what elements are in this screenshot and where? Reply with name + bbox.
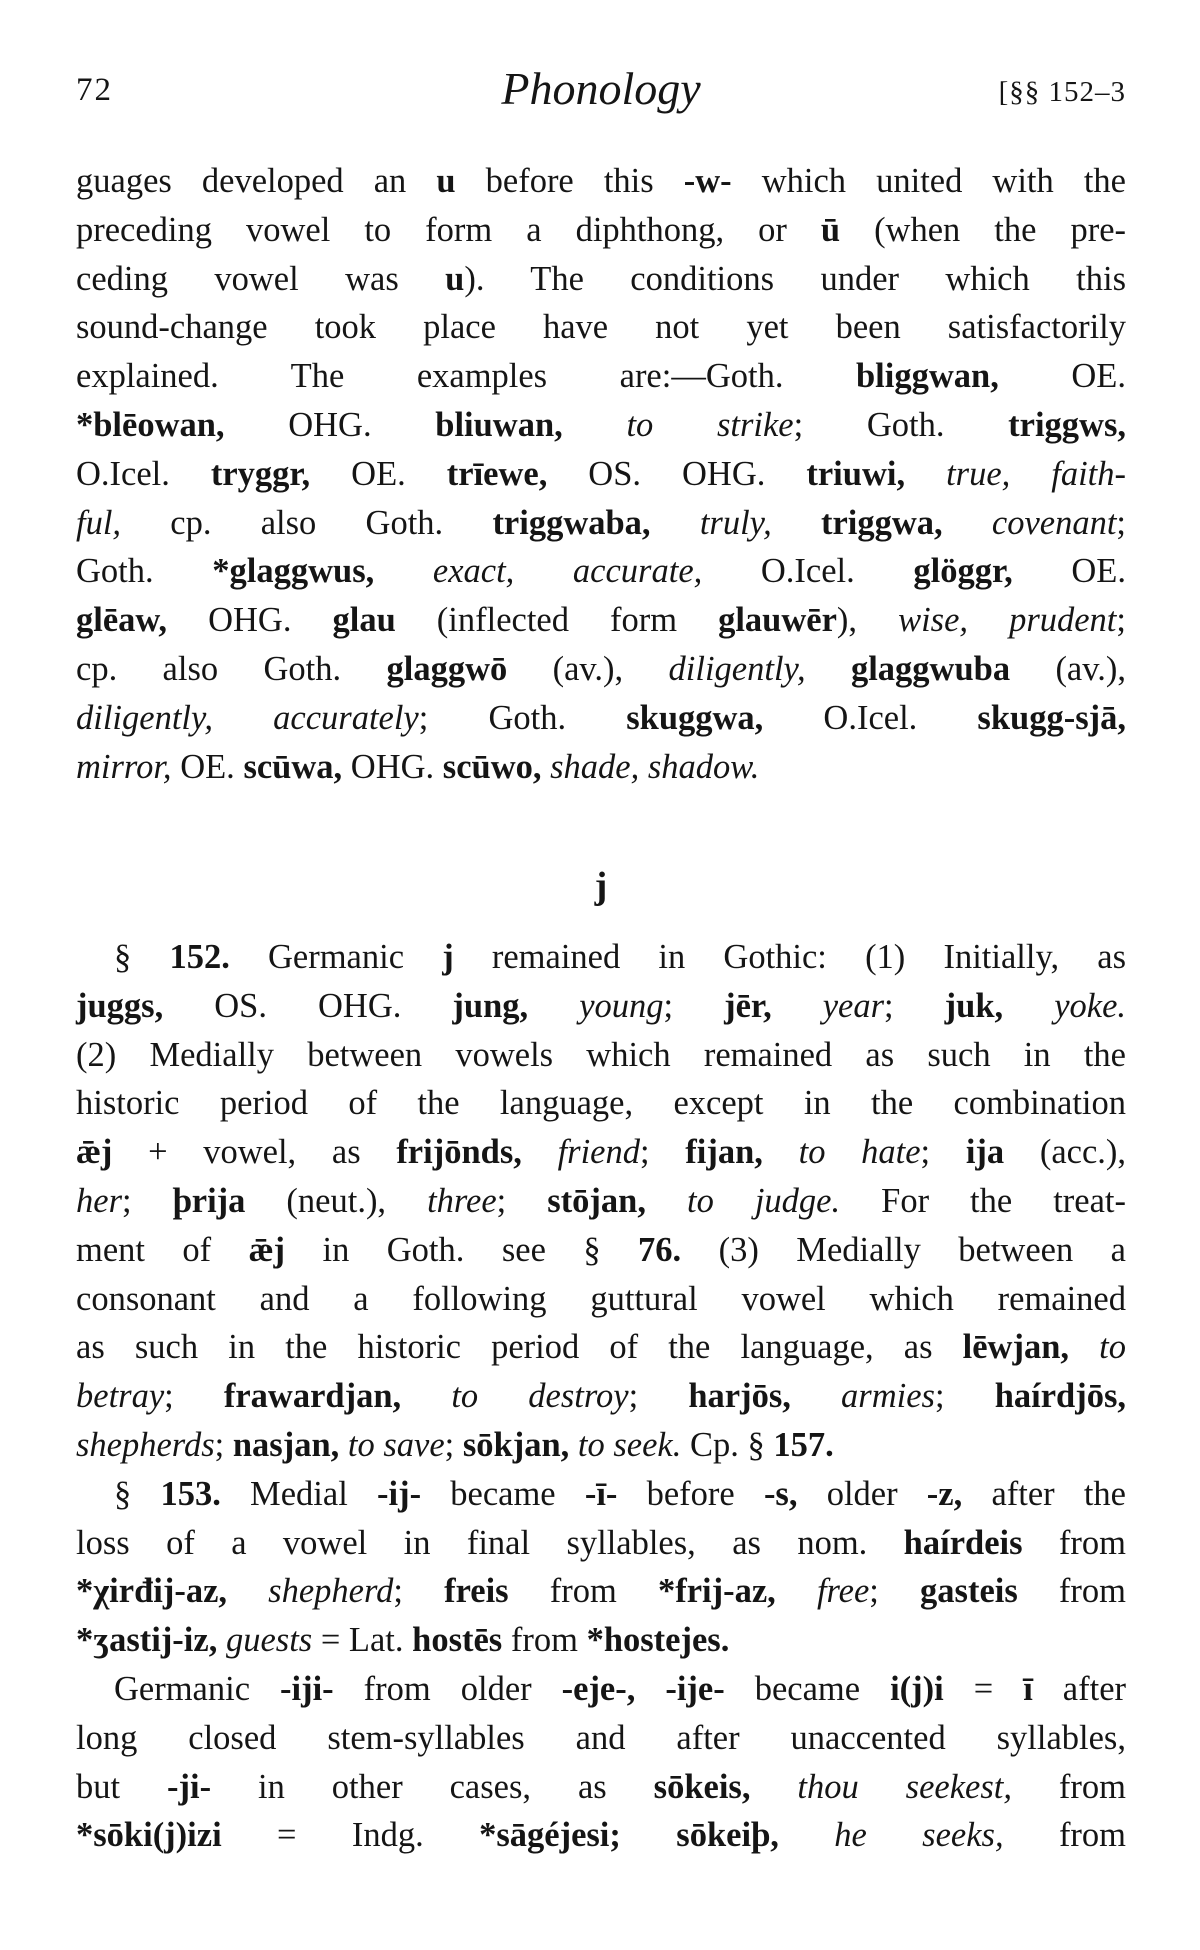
- text-line: [76, 645, 1126, 694]
- plain-text: from: [1022, 1523, 1126, 1562]
- bold-term: lēwjan,: [962, 1328, 1070, 1367]
- italic-gloss: exact, accurate,: [432, 552, 703, 591]
- paragraph-w-continuation: [76, 157, 1126, 791]
- plain-text: [776, 1572, 817, 1610]
- text-line: [76, 1177, 1126, 1226]
- bold-term: jēr,: [724, 986, 772, 1025]
- bold-term: *hostejes.: [586, 1621, 730, 1660]
- plain-text: ),: [836, 601, 899, 640]
- plain-text: before: [617, 1474, 764, 1513]
- plain-text: Medial: [220, 1474, 377, 1513]
- italic-gloss: friend: [557, 1133, 640, 1172]
- italic-gloss: to save: [347, 1425, 445, 1464]
- plain-text: Germanic: [114, 1669, 281, 1708]
- plain-text: ). The conditions under which this: [464, 259, 1126, 298]
- plain-text: [621, 1816, 676, 1854]
- plain-text: from: [502, 1621, 587, 1660]
- bold-term: glau: [332, 601, 396, 640]
- plain-text: consonant and a following guttural vowel which remained: [76, 1279, 1126, 1318]
- bold-term: ǣj: [248, 1230, 286, 1269]
- plain-text: [542, 748, 551, 786]
- italic-gloss: true, faith-: [946, 454, 1126, 493]
- plain-text: ;: [1116, 601, 1126, 640]
- text-line: [76, 933, 1126, 982]
- text-line: [76, 547, 1126, 596]
- bold-term: bliggwan,: [856, 357, 999, 396]
- plain-text: from: [1017, 1572, 1126, 1611]
- plain-text: OE.: [310, 454, 447, 493]
- text-line: [76, 694, 1126, 743]
- bold-term: *sōki(j)izi: [76, 1816, 222, 1855]
- bold-term: glöggr,: [913, 552, 1013, 591]
- section-reference: [§§ 152–3: [998, 76, 1126, 108]
- plain-text: Germanic: [229, 938, 443, 976]
- plain-text: OE.: [1012, 552, 1126, 591]
- text-line: [76, 1031, 1126, 1080]
- italic-gloss: shepherd: [268, 1572, 394, 1611]
- plain-text: OS. OHG.: [547, 454, 807, 493]
- italic-gloss: to seek.: [577, 1425, 682, 1464]
- italic-gloss: to destroy: [451, 1377, 629, 1416]
- plain-text: = Indg.: [221, 1816, 480, 1855]
- italic-gloss: betray: [76, 1377, 165, 1416]
- plain-text: ; Goth.: [793, 405, 1009, 444]
- plain-text: (av.),: [507, 649, 669, 688]
- plain-text: =: [943, 1669, 1024, 1708]
- italic-gloss: he seeks,: [834, 1816, 1004, 1855]
- bold-term: glēaw,: [76, 601, 168, 640]
- italic-gloss: yoke.: [1054, 986, 1127, 1025]
- paragraph-j-sections: [76, 933, 1126, 1860]
- plain-text: OHG.: [224, 405, 436, 444]
- bold-term: ū: [820, 210, 841, 249]
- plain-text: [772, 987, 823, 1025]
- italic-gloss: three: [427, 1181, 497, 1220]
- bold-term: *glaggwus,: [212, 552, 375, 591]
- text-line: [76, 206, 1126, 255]
- plain-text: ;: [884, 986, 945, 1025]
- bold-term: ǣj: [76, 1133, 113, 1172]
- plain-text: ;: [214, 1425, 233, 1464]
- text-line: [76, 596, 1126, 645]
- bold-term: triggws,: [1008, 405, 1127, 444]
- bold-term: juggs,: [76, 986, 164, 1025]
- italic-gloss: to: [1099, 1328, 1127, 1367]
- text-line: [76, 1128, 1126, 1177]
- plain-text: (3) Medially between a: [681, 1230, 1126, 1269]
- plain-text: [651, 504, 700, 542]
- text-line: [76, 1226, 1126, 1275]
- plain-text: loss of a vowel in final syllables, as nom.: [76, 1523, 904, 1562]
- plain-text: [646, 1182, 687, 1220]
- plain-text: from: [508, 1572, 658, 1611]
- plain-text: [905, 455, 946, 493]
- bold-term: -iji-: [280, 1669, 334, 1708]
- plain-text: §: [114, 938, 170, 976]
- plain-text: [528, 987, 579, 1025]
- plain-text: which united with the: [731, 162, 1126, 200]
- plain-text: + vowel, as: [112, 1133, 397, 1172]
- plain-text: OHG.: [342, 747, 443, 786]
- bold-term: frijōnds,: [396, 1133, 522, 1172]
- plain-text: OHG.: [167, 601, 333, 640]
- plain-text: ment of: [76, 1230, 249, 1269]
- bold-term: *frij-az,: [657, 1572, 776, 1611]
- text-line: [76, 255, 1126, 304]
- plain-text: ;: [444, 1425, 463, 1464]
- bold-term: i(j)i: [890, 1669, 944, 1708]
- plain-text: (2) Medially between vowels which remained as such in the: [76, 1035, 1126, 1074]
- plain-text: [1069, 1328, 1099, 1366]
- bold-term: -ij-: [377, 1474, 422, 1513]
- plain-text: ;: [1116, 503, 1127, 542]
- plain-text: cp. also Goth.: [76, 649, 387, 688]
- text-line: [76, 1665, 1126, 1714]
- italic-gloss: diligently, accurately: [76, 698, 419, 737]
- italic-gloss: mirror,: [76, 747, 172, 786]
- plain-text: ;: [920, 1133, 966, 1172]
- text-line: [76, 1470, 1126, 1519]
- plain-text: ;: [869, 1572, 921, 1611]
- text-line: [76, 1519, 1126, 1568]
- italic-gloss: shade, shadow.: [550, 747, 760, 786]
- text-line: [76, 982, 1126, 1031]
- plain-text: [563, 406, 627, 444]
- bold-term: nasjan,: [232, 1425, 340, 1464]
- page-number: 72: [76, 72, 113, 108]
- text-line: [76, 1811, 1126, 1860]
- plain-text: [943, 504, 992, 542]
- bold-term: sōkeis,: [653, 1767, 751, 1806]
- text-line: [76, 1763, 1126, 1812]
- plain-text: after the: [962, 1474, 1126, 1513]
- plain-text: Goth.: [76, 552, 213, 591]
- text-line: [76, 743, 1126, 792]
- plain-text: O.Icel.: [76, 454, 211, 493]
- text-line: [76, 1372, 1126, 1421]
- italic-gloss: covenant: [991, 503, 1117, 542]
- plain-text: OE.: [998, 357, 1126, 396]
- plain-text: ;: [393, 1572, 445, 1611]
- plain-text: [522, 1133, 558, 1171]
- plain-text: long closed stem-syllables and after unaccented syllables,: [76, 1718, 1126, 1757]
- plain-text: §: [114, 1474, 161, 1513]
- bold-term: skugg-sjā,: [977, 698, 1126, 737]
- bold-term: -w-: [683, 162, 732, 200]
- bold-term: haírdeis: [903, 1523, 1023, 1562]
- plain-text: (acc.),: [1004, 1133, 1127, 1172]
- bold-term: -eje-, -ije-: [561, 1669, 725, 1708]
- text-line: [76, 1323, 1126, 1372]
- section-heading-j: j: [594, 865, 608, 907]
- text-line: [76, 157, 1126, 206]
- bold-term: u: [445, 259, 465, 298]
- plain-text: [763, 1133, 799, 1171]
- plain-text: ;: [122, 1181, 173, 1220]
- italic-gloss: guests: [225, 1621, 313, 1660]
- text-line: [76, 1616, 1126, 1665]
- plain-text: For the treat-: [840, 1181, 1126, 1220]
- plain-text: [779, 1816, 834, 1854]
- text-line: [76, 1079, 1126, 1128]
- bold-term: 153.: [160, 1474, 221, 1513]
- bold-term: scūwo,: [442, 747, 542, 786]
- plain-text: in other cases, as: [211, 1767, 654, 1806]
- bold-term: harjōs,: [688, 1377, 791, 1416]
- plain-text: but: [76, 1767, 168, 1806]
- bold-term: skuggwa,: [626, 698, 764, 737]
- plain-text: [569, 1426, 578, 1464]
- plain-text: [227, 1572, 268, 1610]
- italic-gloss: shepherds: [76, 1425, 215, 1464]
- bold-term: tryggr,: [210, 454, 311, 493]
- plain-text: [806, 650, 851, 688]
- bold-term: trīewe,: [446, 454, 548, 493]
- italic-gloss: thou seekest,: [797, 1767, 1012, 1806]
- plain-text: preceding vowel to form a diphthong, or: [76, 210, 821, 249]
- plain-text: [791, 1377, 841, 1415]
- bold-term: j: [442, 938, 454, 976]
- plain-text: became: [724, 1669, 891, 1708]
- plain-text: (when the pre-: [840, 210, 1126, 249]
- bold-term: glaggwō: [386, 649, 508, 688]
- italic-gloss: ful,: [76, 503, 122, 542]
- italic-gloss: free: [816, 1572, 870, 1611]
- italic-gloss: year: [822, 986, 885, 1025]
- plain-text: Cp. §: [681, 1425, 774, 1464]
- plain-text: historic period of the language, except in the combination: [76, 1084, 1126, 1123]
- bold-term: glauwēr: [718, 601, 837, 640]
- plain-text: before this: [455, 162, 684, 200]
- plain-text: ; Goth.: [418, 698, 627, 737]
- plain-text: ceding vowel was: [76, 259, 446, 298]
- bold-term: *ʒastij-iz,: [76, 1621, 218, 1660]
- plain-text: (neut.),: [245, 1181, 428, 1220]
- text-line: [76, 401, 1126, 450]
- plain-text: [401, 1377, 451, 1415]
- bold-term: -z,: [926, 1474, 963, 1513]
- page-header: [76, 62, 1126, 132]
- bold-term: ija: [965, 1133, 1005, 1172]
- bold-term: 76.: [638, 1230, 682, 1269]
- plain-text: O.Icel.: [702, 552, 914, 591]
- plain-text: O.Icel.: [763, 698, 978, 737]
- bold-term: freis: [444, 1572, 509, 1611]
- bold-term: glaggwuba: [850, 649, 1011, 688]
- plain-text: became: [421, 1474, 585, 1513]
- bold-term: frawardjan,: [223, 1377, 402, 1416]
- bold-term: stōjan,: [547, 1181, 646, 1220]
- plain-text: sound-change took place have not yet been satisfactorily: [76, 308, 1126, 347]
- plain-text: cp. also Goth.: [121, 503, 493, 542]
- plain-text: after: [1032, 1669, 1126, 1708]
- italic-gloss: young: [579, 986, 664, 1025]
- text-line: [76, 303, 1126, 352]
- bold-term: scūwa,: [243, 747, 343, 786]
- text-line: [76, 1275, 1126, 1324]
- bold-term: haírdjōs,: [994, 1377, 1126, 1416]
- plain-text: (inflected form: [395, 601, 719, 640]
- plain-text: ;: [934, 1377, 995, 1416]
- italic-gloss: to judge.: [687, 1181, 841, 1220]
- text-line: [76, 1567, 1126, 1616]
- bold-term: juk,: [944, 986, 1004, 1025]
- bold-term: sōkeiþ,: [676, 1816, 779, 1855]
- italic-gloss: to hate: [798, 1133, 921, 1172]
- bold-term: triuwi,: [806, 454, 906, 493]
- plain-text: from: [1003, 1816, 1127, 1855]
- running-title: Phonology: [501, 63, 701, 114]
- plain-text: [217, 1621, 226, 1659]
- bold-term: -ji-: [167, 1767, 212, 1806]
- plain-text: ;: [640, 1133, 686, 1172]
- plain-text: [1003, 987, 1054, 1025]
- plain-text: ;: [628, 1377, 689, 1416]
- bold-term: jung,: [452, 986, 529, 1025]
- plain-text: ;: [663, 986, 725, 1025]
- bold-term: þrija: [172, 1181, 246, 1220]
- bold-term: bliuwan,: [435, 405, 563, 444]
- bold-term: 157.: [773, 1425, 834, 1464]
- bold-term: *sāgéjesi;: [479, 1816, 621, 1855]
- italic-gloss: her: [76, 1181, 122, 1220]
- italic-gloss: armies: [841, 1377, 935, 1416]
- text-line: [76, 1421, 1126, 1470]
- plain-text: guages developed an: [76, 162, 437, 200]
- plain-text: [374, 552, 433, 590]
- plain-text: [339, 1426, 348, 1464]
- text-line: [76, 450, 1126, 499]
- plain-text: in Goth. see §: [285, 1230, 639, 1269]
- plain-text: (av.),: [1010, 649, 1126, 688]
- bold-term: ī: [1023, 1669, 1033, 1708]
- plain-text: ;: [164, 1377, 224, 1416]
- bold-term: triggwa,: [820, 503, 943, 542]
- plain-text: explained. The examples are:—Goth.: [76, 357, 856, 396]
- italic-gloss: to strike: [626, 405, 794, 444]
- plain-text: older: [797, 1474, 927, 1513]
- plain-text: as such in the historic period of the language, as: [76, 1328, 963, 1367]
- bold-term: -s,: [763, 1474, 798, 1513]
- bold-term: gasteis: [920, 1572, 1018, 1611]
- bold-term: sōkjan,: [462, 1425, 570, 1464]
- bold-term: triggwaba,: [492, 503, 651, 542]
- italic-gloss: wise, prudent: [898, 601, 1117, 640]
- italic-gloss: diligently,: [668, 649, 806, 688]
- text-line: [76, 499, 1126, 548]
- plain-text: = Lat.: [312, 1621, 413, 1660]
- bold-term: fijan,: [685, 1133, 763, 1172]
- bold-term: *blēowan,: [76, 405, 225, 444]
- plain-text: ;: [496, 1181, 548, 1220]
- bold-term: *χirđij-az,: [76, 1572, 228, 1611]
- italic-gloss: truly,: [699, 503, 772, 542]
- bold-term: hostēs: [412, 1621, 503, 1660]
- bold-term: u: [436, 162, 456, 200]
- plain-text: [750, 1768, 797, 1806]
- plain-text: from older: [333, 1669, 562, 1708]
- plain-text: remained in Gothic: (1) Initially, as: [453, 938, 1127, 976]
- plain-text: OS. OHG.: [163, 986, 453, 1025]
- bold-term: -ī-: [584, 1474, 618, 1513]
- plain-text: [772, 504, 821, 542]
- text-line: [76, 352, 1126, 401]
- bold-term: 152.: [169, 938, 230, 976]
- text-line: [76, 1714, 1126, 1763]
- plain-text: from: [1011, 1767, 1126, 1806]
- plain-text: OE.: [171, 747, 244, 786]
